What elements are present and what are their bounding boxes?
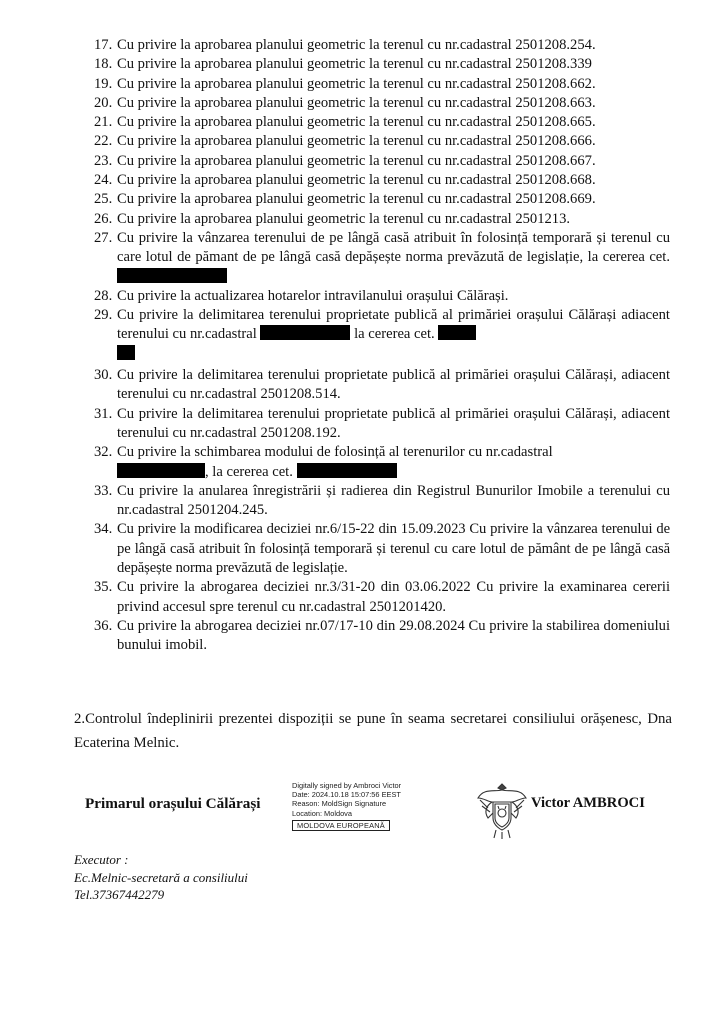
signature-location: Location: Moldova <box>292 808 352 818</box>
item-number: 19. <box>94 75 113 92</box>
item-text: Cu privire la aprobarea planului geometric la terenul cu nr.cadastral 2501208.668. <box>117 172 596 189</box>
item-number: 31. <box>94 405 113 422</box>
item-number: 34. <box>94 521 113 538</box>
redaction-bar <box>438 325 476 340</box>
executor-label: Executor : <box>74 852 129 867</box>
item-number: 26. <box>94 210 113 227</box>
item-text: Cu privire la aprobarea planului geometric la terenul cu nr.cadastral 2501208.663. <box>117 94 596 111</box>
executor-block <box>74 851 248 904</box>
list-item <box>94 190 670 209</box>
item-number: 18. <box>94 56 113 73</box>
list-item <box>94 520 670 578</box>
list-item <box>94 617 670 656</box>
item-number: 20. <box>94 94 113 111</box>
redaction-bar <box>117 463 205 478</box>
item-number: 36. <box>94 617 113 634</box>
mayor-name: Victor AMBROCI <box>531 795 645 811</box>
digital-signature <box>292 781 401 831</box>
item-text: Cu privire la aprobarea planului geometric la terenul cu nr.cadastral 2501213. <box>117 210 571 227</box>
list-item <box>94 443 670 482</box>
item-text: Cu privire la aprobarea planului geometric la terenul cu nr.cadastral 2501208.669. <box>117 191 596 208</box>
item-number: 25. <box>94 191 113 208</box>
agenda-list <box>94 36 670 656</box>
list-item <box>94 75 670 94</box>
list-item <box>94 366 670 405</box>
item-number: 32. <box>94 444 113 461</box>
item-text: Cu privire la aprobarea planului geometric la terenul cu nr.cadastral 2501208.662. <box>117 75 596 92</box>
item-number: 21. <box>94 114 113 131</box>
redaction-bar <box>297 463 397 478</box>
item-text: Cu privire la aprobarea planului geometric la terenul cu nr.cadastral 2501208.665. <box>117 114 596 131</box>
list-item <box>94 210 670 229</box>
list-item <box>94 152 670 171</box>
item-number: 27. <box>94 229 113 246</box>
list-item <box>94 55 670 74</box>
item-text: Cu privire la delimitarea terenului proprietate publică al primăriei orașului Călărași, adiacent terenului cu nr.cadastral 2501208.514. <box>117 367 670 403</box>
item-number: 30. <box>94 367 113 384</box>
list-item <box>94 132 670 151</box>
item-text: Cu privire la delimitarea terenului proprietate publică al primăriei orașului Călărași adiacent terenului cu nr.cadastral la cererea cet. <box>117 306 670 364</box>
item-text: Cu privire la abrogarea deciziei nr.07/17-10 din 29.08.2024 Cu privire la stabilirea domeniului bunului imobil. <box>117 617 670 654</box>
executor-phone: Tel.37367442279 <box>74 887 165 902</box>
item-number: 17. <box>94 37 113 53</box>
item-number: 29. <box>94 307 113 324</box>
list-item <box>94 113 670 132</box>
signature-reason: Reason: MoldSign Signature <box>292 799 387 809</box>
redaction-bar <box>117 268 227 283</box>
item-text: Cu privire la aprobarea planului geometric la terenul cu nr.cadastral 2501208.254. <box>117 37 596 53</box>
list-item <box>94 306 670 364</box>
list-item <box>94 482 670 521</box>
item-text: Cu privire la actualizarea hotarelor intravilanului orașului Călărași. <box>117 287 509 304</box>
item-text: Cu privire la vânzarea terenului de pe lângă casă atribuit în folosință temporară și terenul cu care lotul de pămant de pe lângă casă depășește norma prevăzută de legislație, la cererea cet. <box>117 229 670 287</box>
signature-stamp-box: MOLDOVA EUROPEANĂ <box>292 820 390 831</box>
signature-date: Date: 2024.10.18 15:07:56 EEST <box>292 790 401 800</box>
item-number: 28. <box>94 287 113 304</box>
list-item <box>94 229 670 287</box>
item-text: Cu privire la delimitarea terenului proprietate publică al primăriei orașului Călărași, adiacent terenului cu nr.cadastral 2501208.192. <box>117 405 670 441</box>
list-item <box>94 36 670 55</box>
item-number: 35. <box>94 579 113 596</box>
mayor-title: Primarul orașului Călărași <box>85 795 261 812</box>
item-number: 33. <box>94 482 113 499</box>
item-text: Cu privire la aprobarea planului geometric la terenul cu nr.cadastral 2501208.666. <box>117 133 596 150</box>
item-text: Cu privire la aprobarea planului geometric la terenul cu nr.cadastral 2501208.667. <box>117 152 596 169</box>
item-number: 22. <box>94 133 113 150</box>
item-text: Cu privire la modificarea deciziei nr.6/15-22 din 15.09.2023 Cu privire la vânzarea terenului de pe lângă casă atribuit în folosință temporară și terenul cu care lotul de pământ de pe lângă casă depășește norma prevăzută de legislație. <box>117 521 670 577</box>
control-paragraph: 2.Controlul îndeplinirii prezentei dispoziții se pune în seama secretarei consiliului orășenesc, Dna Ecaterina Melnic. <box>74 711 672 751</box>
item-text: Cu privire la abrogarea deciziei nr.3/31-20 din 03.06.2022 Cu privire la examinarea cererii privind accesul spre terenul cu nr.cadastral 2501201420. <box>117 579 670 615</box>
item-number: 23. <box>94 152 113 169</box>
list-item <box>94 405 670 444</box>
list-item <box>94 171 670 190</box>
item-text: Cu privire la anularea înregistrării și radierea din Registrul Bunurilor Imobile a terenului cu nr.cadastral 2501204.245. <box>117 482 670 519</box>
executor-role: Ec.Melnic-secretară a consiliului <box>74 869 248 885</box>
item-text: Cu privire la schimbarea modului de folosință al terenurilor cu nr.cadastral , la cererea cet. <box>117 444 553 480</box>
signature-line: Digitally signed by Ambroci Victor <box>292 781 402 790</box>
list-item <box>94 94 670 113</box>
item-text: Cu privire la aprobarea planului geometric la terenul cu nr.cadastral 2501208.339 <box>117 56 592 73</box>
redaction-bar <box>117 345 135 360</box>
redaction-bar <box>260 325 350 340</box>
list-item <box>94 578 670 617</box>
list-item <box>94 287 670 306</box>
item-number: 24. <box>94 172 113 189</box>
coat-of-arms-icon <box>474 778 530 840</box>
